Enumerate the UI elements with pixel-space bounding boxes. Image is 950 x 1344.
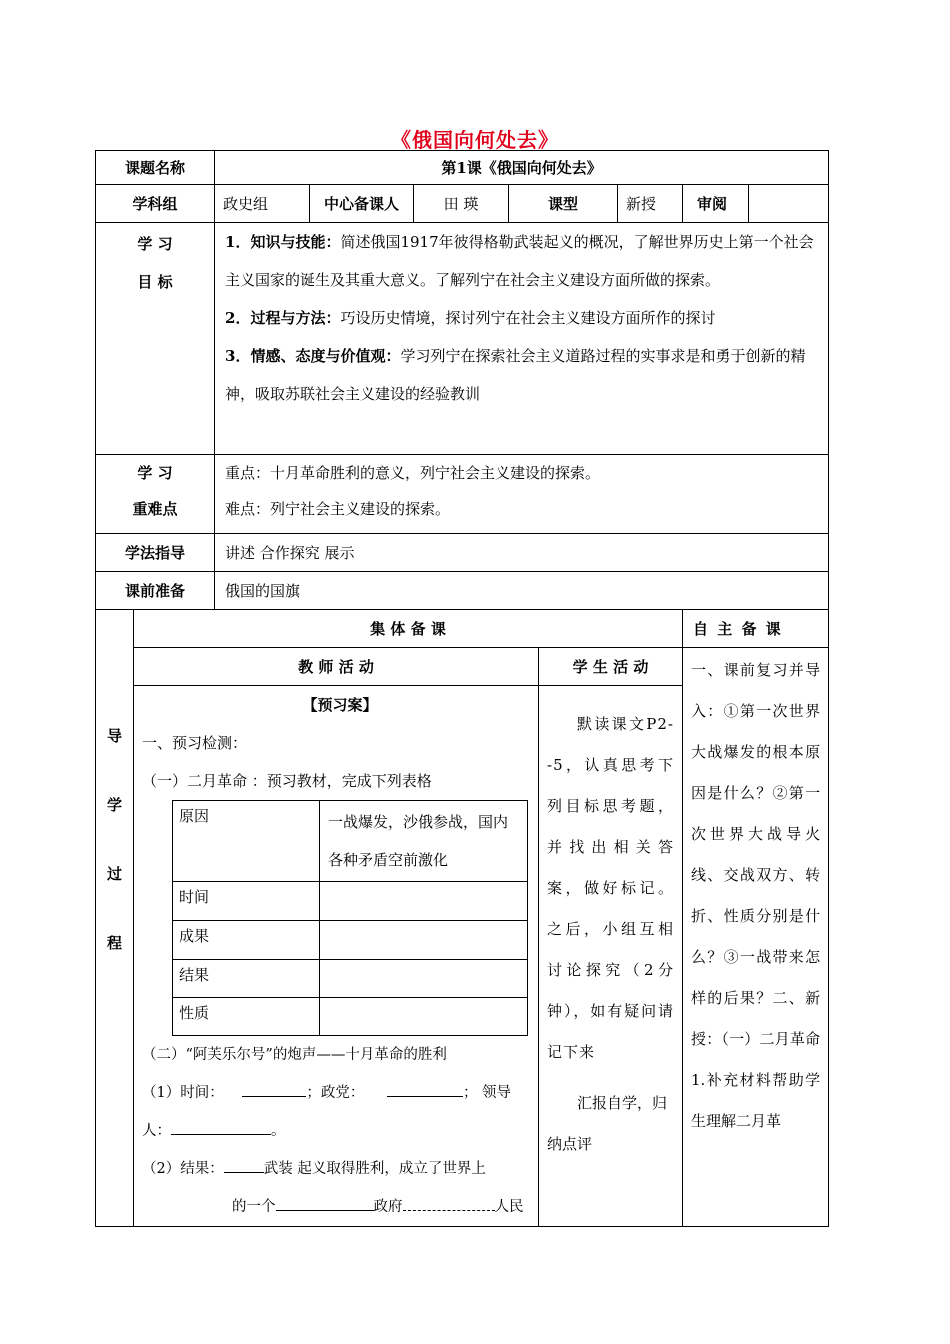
feb-row-label: 成果 bbox=[173, 921, 320, 960]
oct-title: （二）“阿芙乐尔号”的炮声——十月革命的胜利 bbox=[142, 1047, 447, 1063]
goals-content bbox=[215, 223, 829, 455]
feb-revolution-table bbox=[172, 800, 528, 1036]
course-value: 第1课《俄国向何处去》 bbox=[215, 151, 829, 185]
prep-label: 课前准备 bbox=[96, 572, 215, 610]
process-side-label bbox=[96, 610, 134, 1227]
goal-item-1-text: 简述俄国1917年彼得格勒武装起义的概况，了解世界历史上第一个社会主义国家的诞生及其重大意义。了解列宁在社会主义建设方面所做的探索。 bbox=[225, 233, 814, 289]
group-prep-header: 集 体 备 课 bbox=[134, 610, 683, 648]
feb-row-value bbox=[320, 998, 528, 1036]
teacher-activity-header: 教 师 活 动 bbox=[134, 648, 539, 686]
method-label: 学法指导 bbox=[96, 534, 215, 572]
goal-item-3-text: 学习列宁在探索社会主义道路过程的实事求是和勇于创新的精神，吸取苏联社会主义建设的经验教训 bbox=[225, 347, 806, 403]
type-value: 新授 bbox=[618, 185, 683, 223]
feb-row-label: 性质 bbox=[173, 998, 320, 1036]
oct-result-line2c: 人民 bbox=[494, 1199, 524, 1215]
feb-row-label: 时间 bbox=[173, 882, 320, 921]
feb-row-value: 一战爆发，沙俄参战，国内各种矛盾空前激化 bbox=[320, 801, 528, 882]
oct-time-blank[interactable] bbox=[242, 1081, 306, 1097]
oct-leader-blank[interactable] bbox=[171, 1119, 271, 1135]
goal-item-2-text: 巧设历史情境，探讨列宁在社会主义建设方面所作的探讨 bbox=[340, 309, 716, 327]
oct-result-line2b: 政府 bbox=[373, 1199, 403, 1215]
oct-result-blank[interactable] bbox=[224, 1157, 264, 1173]
oct-line-2 bbox=[142, 1112, 530, 1150]
feb-row-label: 结果 bbox=[173, 960, 320, 998]
goals-label bbox=[96, 223, 215, 455]
preparer-value: 田 瑛 bbox=[414, 185, 509, 223]
type-label: 课型 bbox=[509, 185, 618, 223]
goal-item-2-head: 2．过程与方法： bbox=[225, 309, 341, 327]
student-activity-text-2: 汇报自学，归纳点评 bbox=[547, 1094, 668, 1153]
preview-title: 【预习案】 bbox=[302, 696, 378, 714]
lesson-plan-table bbox=[95, 150, 829, 1227]
oct-people-blank[interactable] bbox=[403, 1195, 495, 1211]
oct-result-line2a: 的一个 bbox=[232, 1199, 276, 1215]
subject-label: 学科组 bbox=[96, 185, 215, 223]
oct-time-label: （1）时间： bbox=[142, 1085, 224, 1101]
student-activity-text: 默读课文P2--5，认真思考下列目标思考题，并找出相关答案，做好标记。之后，小组互相讨论探究（2分钟），如有疑问请记下来 bbox=[547, 715, 675, 1061]
goals-label-line1: 学 习 bbox=[137, 235, 173, 253]
prep-value: 俄国的国旗 bbox=[215, 572, 829, 610]
preview-check: 一、预习检测： bbox=[142, 734, 248, 752]
process-side-char-3: 过 bbox=[106, 865, 122, 883]
oct-party-label: ；政党： bbox=[306, 1085, 365, 1101]
preparer-label: 中心备课人 bbox=[310, 185, 414, 223]
method-value: 讲述 合作探究 展示 bbox=[215, 534, 829, 572]
goal-item-3 bbox=[225, 337, 818, 413]
feb-row-value bbox=[320, 921, 528, 960]
goal-item-2 bbox=[225, 299, 818, 337]
process-side-char-2: 学 bbox=[106, 796, 122, 814]
process-side-char-1: 导 bbox=[106, 727, 122, 745]
document-title: 《俄国向何处去》 bbox=[391, 128, 559, 152]
oct-result-mid: 武装 起义取得胜利，成立了世界上 bbox=[263, 1161, 486, 1177]
course-label: 课题名称 bbox=[96, 151, 215, 185]
keypoints-content bbox=[215, 455, 829, 534]
goal-item-3-head: 3．情感、态度与价值观： bbox=[225, 347, 401, 365]
goals-label-line2: 目 标 bbox=[137, 273, 173, 291]
oct-leader-sep: ； 领导 bbox=[462, 1085, 512, 1101]
oct-leader-end: 。 bbox=[271, 1123, 286, 1139]
self-prep-header: 自 主 备 课 bbox=[683, 610, 829, 648]
student-activity-header: 学 生 活 动 bbox=[539, 648, 683, 686]
keypoints-focus: 重点：十月革命胜利的意义，列宁社会主义建设的探索。 bbox=[225, 464, 601, 482]
keypoints-difficulty: 难点：列宁社会主义建设的探索。 bbox=[225, 500, 451, 518]
feb-intro: （一）二月革命 ：预习教材，完成下列表格 bbox=[142, 772, 432, 790]
oct-party-blank[interactable] bbox=[387, 1081, 463, 1097]
subject-value: 政史组 bbox=[215, 185, 310, 223]
oct-leader-label: 人： bbox=[142, 1123, 171, 1139]
goal-item-1-head: 1．知识与技能： bbox=[225, 233, 341, 251]
teacher-activity-content bbox=[134, 686, 539, 1227]
review-value bbox=[749, 185, 829, 223]
feb-row-value bbox=[320, 960, 528, 998]
goal-item-1 bbox=[225, 223, 818, 299]
keypoints-label-line2: 重难点 bbox=[132, 500, 178, 518]
process-side-char-4: 程 bbox=[106, 934, 122, 952]
self-prep-content bbox=[683, 648, 829, 1227]
oct-line-1 bbox=[142, 1074, 530, 1112]
keypoints-label-line1: 学 习 bbox=[137, 464, 173, 482]
oct-line-3 bbox=[142, 1150, 530, 1188]
feb-row-label: 原因 bbox=[173, 801, 320, 882]
oct-line-4 bbox=[142, 1188, 530, 1226]
student-activity-content bbox=[539, 686, 683, 1227]
keypoints-label bbox=[96, 455, 215, 534]
oct-gov-blank[interactable] bbox=[276, 1195, 374, 1211]
self-prep-text: 一、课前复习并导入：①第一次世界大战爆发的根本原因是什么？②第一次世界大战导火线、交战双方、转折、性质分别是什么？③一战带来怎样的后果？二、新授：（一）二月革命 1.补充材料帮助学生理解二月革 bbox=[691, 661, 821, 1130]
review-label: 审阅 bbox=[683, 185, 749, 223]
feb-row-value bbox=[320, 882, 528, 921]
oct-result-label: （2）结果： bbox=[142, 1161, 224, 1177]
